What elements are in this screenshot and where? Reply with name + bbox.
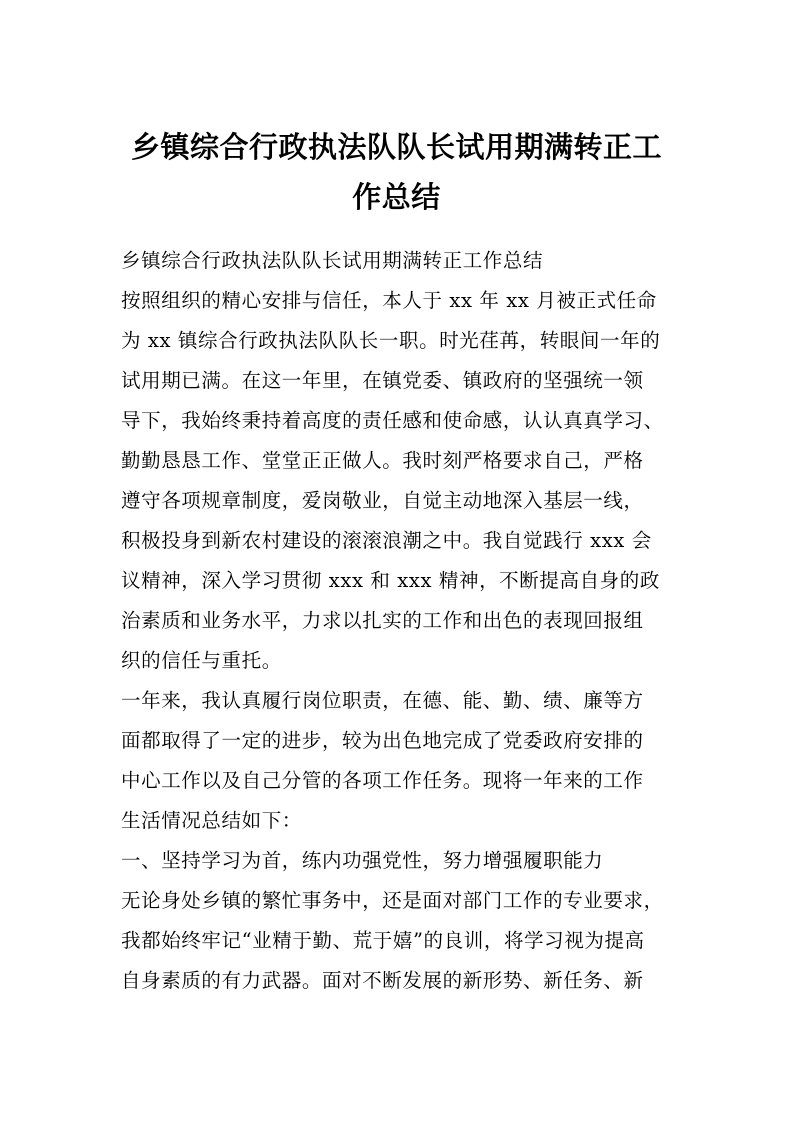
body-line: 生活情况总结如下： [121, 809, 302, 832]
document-title-line-2: 作总结 [352, 180, 441, 214]
body-line: 议精神，深入学习贯彻 xxx 和 xxx 精神，不断提高自身的政 [121, 569, 660, 592]
body-line: 治素质和业务水平，力求以扎实的工作和出色的表现回报组 [121, 609, 644, 632]
body-line: 导下，我始终秉持着高度的责任感和使命感，认认真真学习、 [121, 409, 664, 432]
section-heading: 一、坚持学习为首，练内功强党性，努力增强履职能力 [121, 849, 604, 872]
body-line: 面都取得了一定的进步，较为出色地完成了党委政府安排的 [121, 729, 644, 752]
body-line: 无论身处乡镇的繁忙事务中，还是面对部门工作的专业要求， [121, 889, 664, 912]
body-line: 为 xx 镇综合行政执法队队长一职。时光荏苒，转眼间一年的 [121, 329, 661, 352]
body-line: 乡镇综合行政执法队队长试用期满转正工作总结 [121, 249, 544, 272]
body-line: 中心工作以及自己分管的各项工作任务。现将一年来的工作 [121, 769, 644, 792]
body-line: 自身素质的有力武器。面对不断发展的新形势、新任务、新 [121, 969, 644, 992]
body-line: 勤勤恳恳工作、堂堂正正做人。我时刻严格要求自己，严格 [121, 449, 644, 472]
body-line: 积极投身到新农村建设的滚滚浪潮之中。我自觉践行 xxx 会 [121, 529, 652, 552]
body-line: 织的信任与重托。 [121, 649, 282, 672]
document-body [121, 241, 677, 1001]
body-line: 按照组织的精心安排与信任，本人于 xx 年 xx 月被正式任命 [121, 289, 657, 312]
body-line: 我都始终牢记“业精于勤、荒于嬉”的良训，将学习视为提高 [121, 929, 645, 952]
document-title [110, 122, 683, 222]
body-line: 试用期已满。在这一年里，在镇党委、镇政府的坚强统一领 [121, 369, 644, 392]
body-line: 遵守各项规章制度，爱岗敬业，自觉主动地深入基层一线， [121, 489, 644, 512]
document-title-line-1: 乡镇综合行政执法队队长试用期满转正工 [130, 130, 662, 164]
body-line: 一年来，我认真履行岗位职责，在德、能、勤、绩、廉等方 [121, 689, 644, 712]
